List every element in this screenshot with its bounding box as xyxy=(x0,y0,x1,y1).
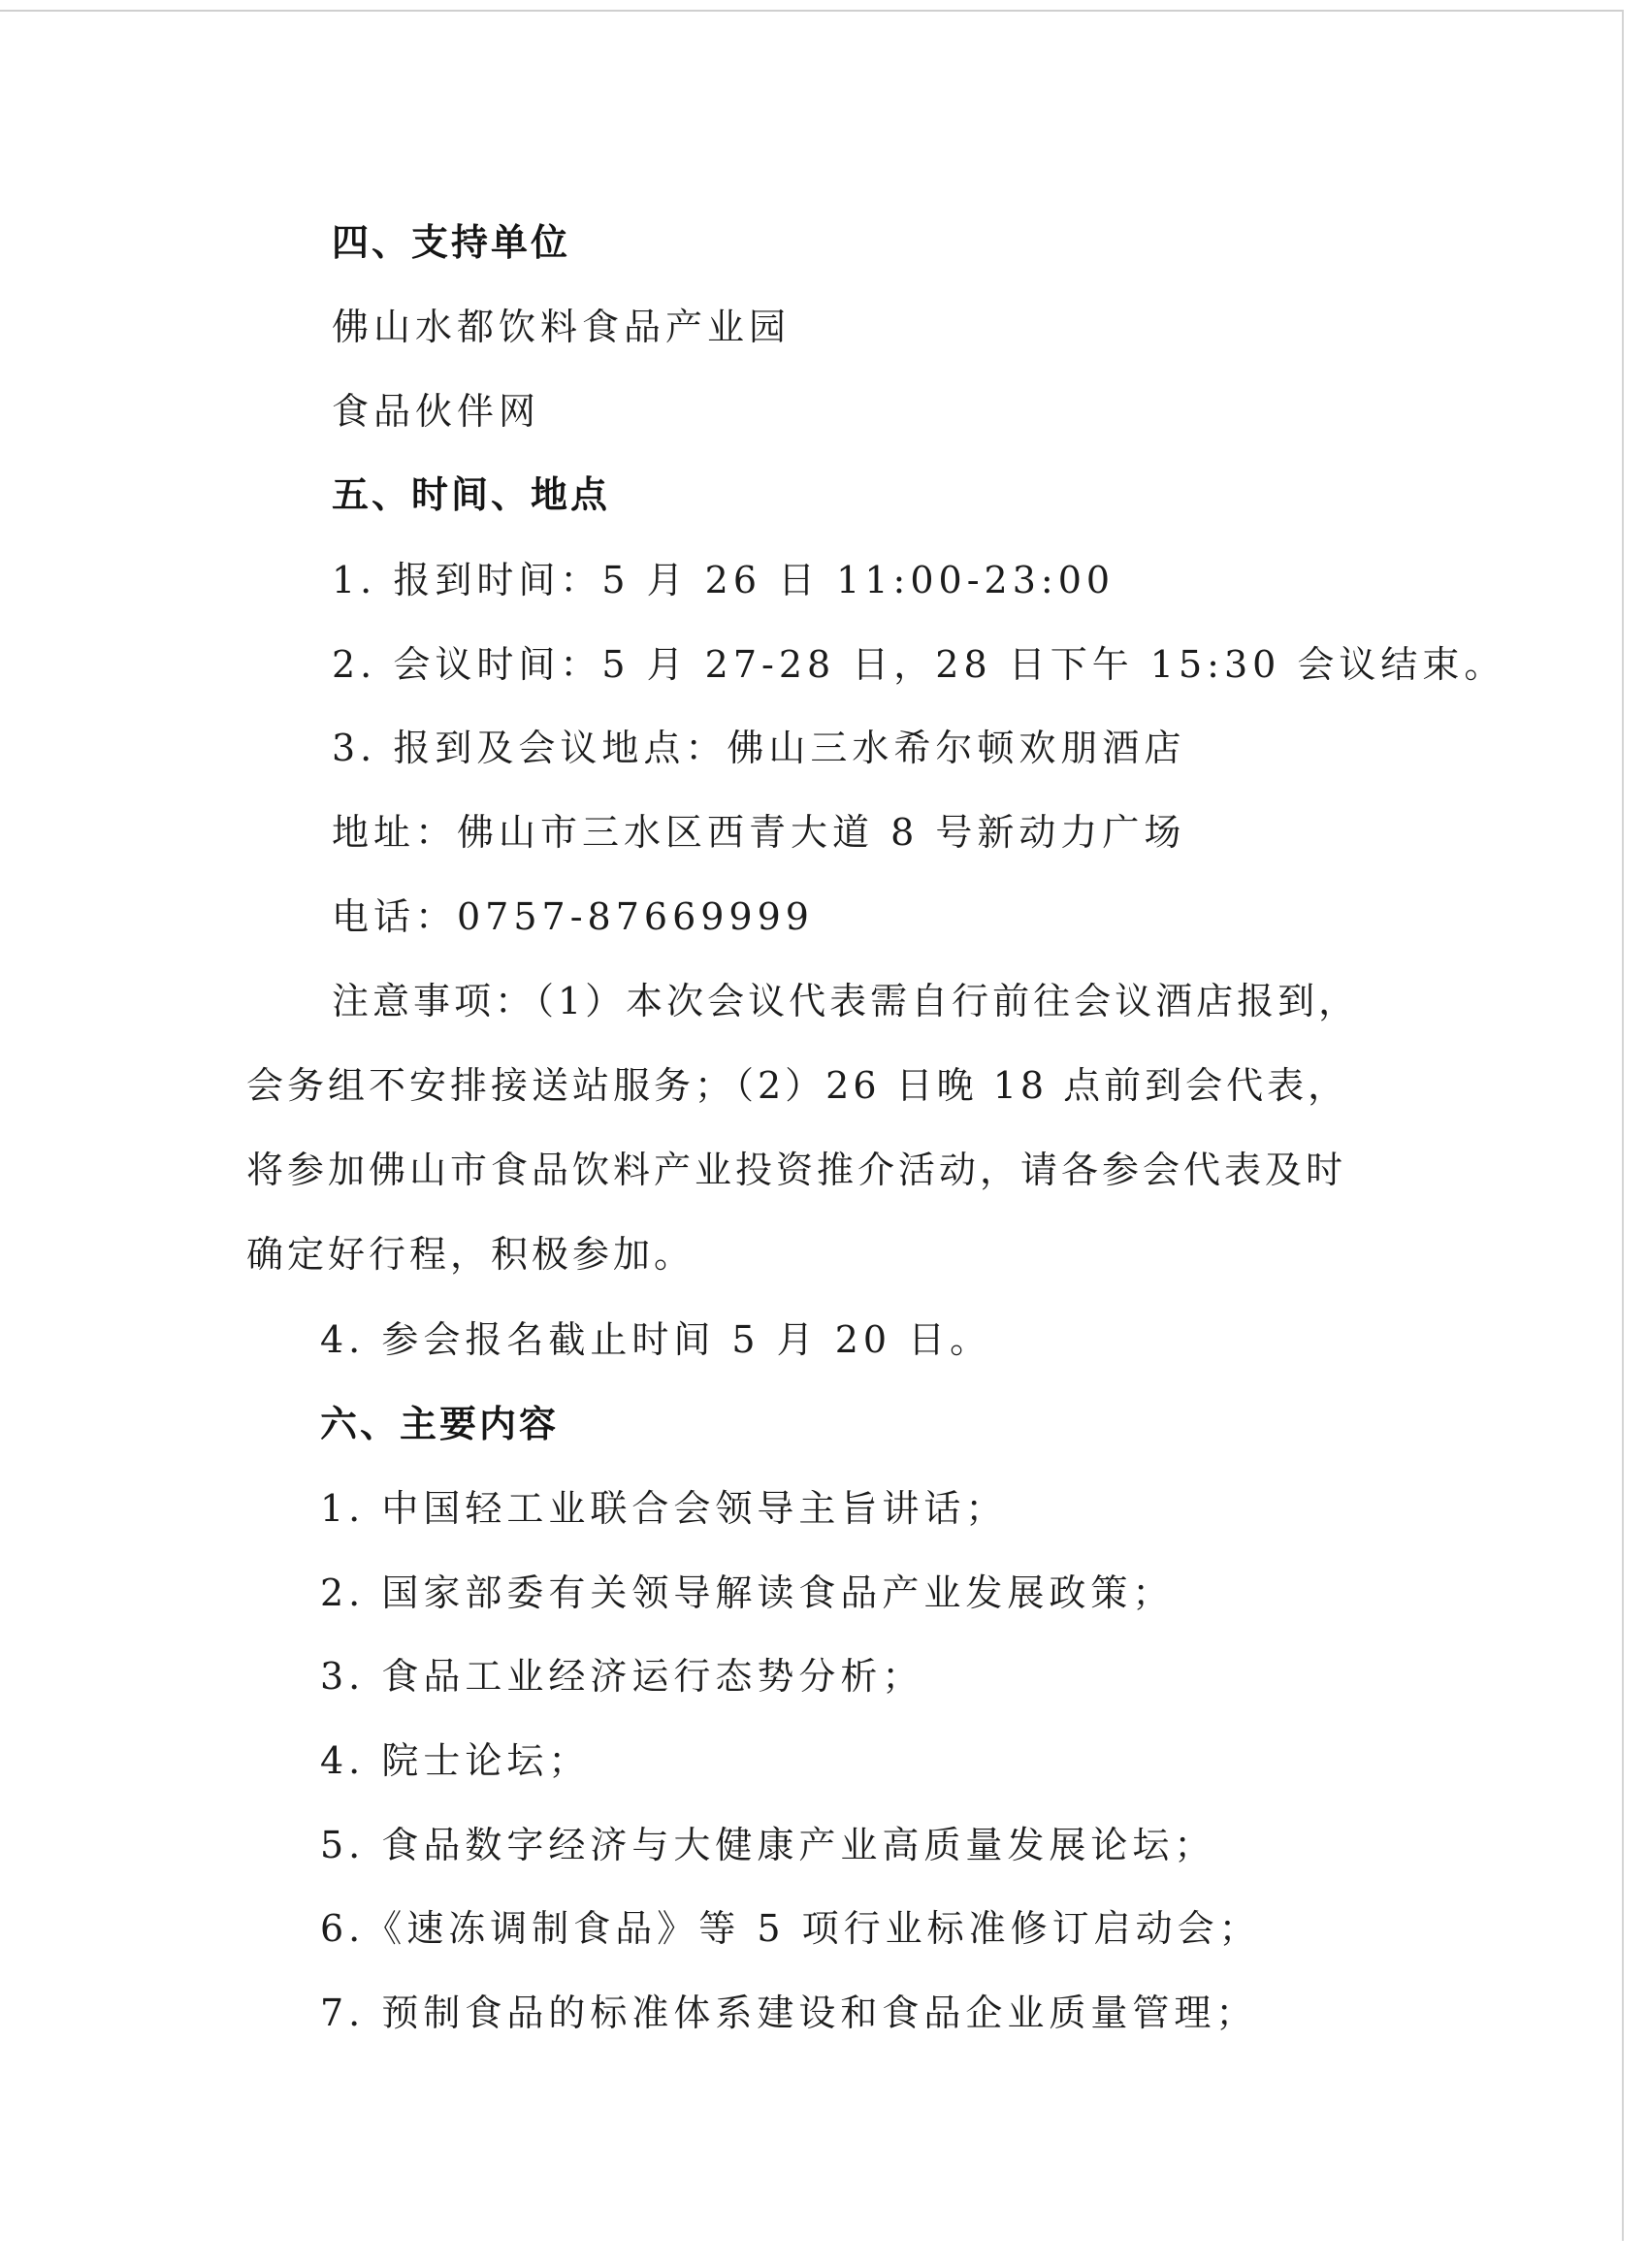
notice-text: 注意事项：（1）本次会议代表需自行前往会议酒店报到，会务组不安排接送站服务；（2）26 日晚 18 点前到会代表，将参加佛山市食品饮料产业投资推介活动，请各参会代表及时确定好行程，积极参加。 xyxy=(246,980,1360,1276)
content-item: 7. 预制食品的标准体系建设和食品企业质量管理； xyxy=(320,1992,1258,2034)
notice-paragraph xyxy=(246,959,1372,1297)
content-item: 2. 国家部委有关领导解读食品产业发展政策； xyxy=(320,1571,1175,1614)
address-line: 地址：佛山市三水区西青大道 8 号新动力广场 xyxy=(332,811,1186,854)
meeting-venue-line: 3. 报到及会议地点：佛山三水希尔顿欢朋酒店 xyxy=(332,727,1186,769)
section-heading-support-units: 四、支持单位 xyxy=(332,221,571,264)
section-heading-time-place: 五、时间、地点 xyxy=(332,473,611,516)
content-item: 1. 中国轻工业联合会领导主旨讲话； xyxy=(320,1487,1008,1530)
content-item: 6.《速冻调制食品》等 5 项行业标准修订启动会； xyxy=(320,1907,1261,1950)
content-item: 4. 院士论坛； xyxy=(320,1739,591,1782)
content-item: 5. 食品数字经济与大健康产业高质量发展论坛； xyxy=(320,1824,1216,1866)
registration-deadline-line: 4. 参会报名截止时间 5 月 20 日。 xyxy=(320,1318,992,1361)
section-heading-main-content: 六、主要内容 xyxy=(320,1403,560,1445)
checkin-time-line: 1. 报到时间：5 月 26 日 11:00-23:00 xyxy=(332,559,1116,601)
phone-line: 电话：0757-87669999 xyxy=(332,895,814,938)
content-item: 3. 食品工业经济运行态势分析； xyxy=(320,1655,924,1698)
support-unit-item: 佛山水都饮料食品产业园 xyxy=(332,306,792,348)
meeting-time-line: 2. 会议时间：5 月 27-28 日，28 日下午 15:30 会议结束。 xyxy=(332,643,1506,686)
support-unit-item: 食品伙伴网 xyxy=(332,390,541,433)
